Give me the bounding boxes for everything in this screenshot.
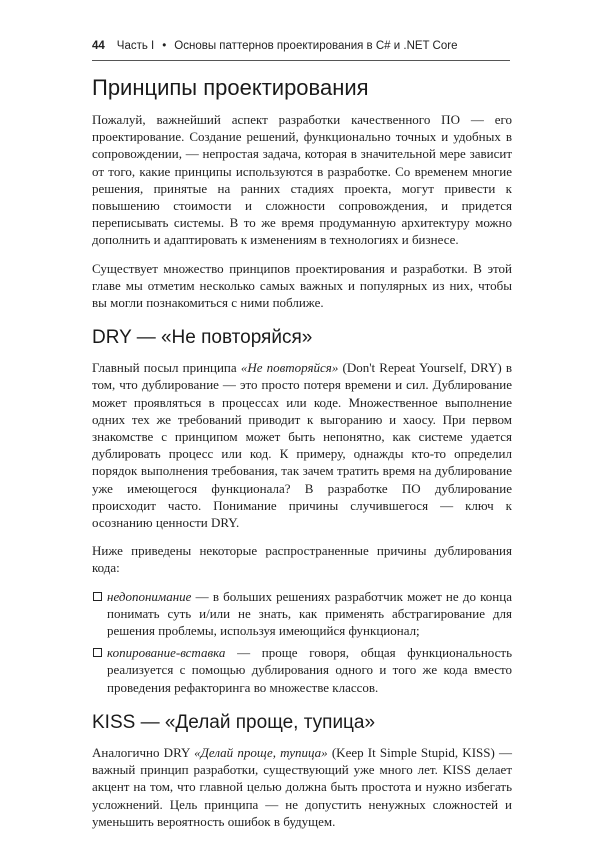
list-term: недопонимание xyxy=(107,588,192,604)
list-text: — в больших решениях разработчик может не до конца понимать суть и/или не знать, как применять абстрагирование для решения проблемы, используя имеющийся функционал; xyxy=(107,588,512,639)
emphasis-term: «Не повторяйся» xyxy=(240,360,339,376)
checkbox-bullet-icon xyxy=(93,648,102,657)
list-item xyxy=(92,588,512,640)
header-bullet: • xyxy=(162,40,167,52)
section-heading-dry: DRY — «Не повторяйся» xyxy=(92,327,313,349)
list-text: — проще говоря, общая функциональность реализуется с помощью дублирования одного и того же кода вместо проведения рефакторинга во множестве классов. xyxy=(107,645,512,695)
text-run: (Keep It Simple Stupid, KISS) — важный принцип разработки, существующий уже много лет. KISS делает акцент на том, что главной целью должна быть простота и нужно избегать усложнений. Цель принципа — не допустить ненужных сложностей и уменьшить вероятность ошибок в будущем. xyxy=(92,744,512,829)
part-label: Часть I xyxy=(116,40,155,52)
page-number: 44 xyxy=(92,40,105,52)
paragraph-dry-intro xyxy=(92,359,512,531)
running-header xyxy=(92,40,512,52)
emphasis-term: «Делай проще, тупица» xyxy=(194,744,328,760)
page-body xyxy=(92,70,512,841)
header-rule xyxy=(92,60,510,61)
list-term: копирование-вставка xyxy=(107,645,226,661)
section-heading-principles: Принципы проектирования xyxy=(92,75,369,100)
duplication-causes-list xyxy=(92,588,512,696)
text-run: (Don't Repeat Yourself, DRY) в том, что дублирование — это просто потеря времени и сил. Дублирование может проявляться в процессах или коде. Множественное выполнение одних тех же требований приводит к выгоранию и хаосу. При первом знакомстве с принципом может быть непонятно, как системе удается дублировать процесс или код. К примеру, однажды кто-то определил порядок выполнения требования, так зачем тратить время на дублирование уже имеющегося функционала? В разработке ПО дублирование происходит часто. Понимание причины случившегося — ключ к осознанию ценности DRY. xyxy=(92,360,512,531)
section-heading-kiss: KISS — «Делай проще, тупица» xyxy=(92,711,376,733)
checkbox-bullet-icon xyxy=(93,592,102,601)
text-run: Главный посыл принципа xyxy=(92,360,241,376)
list-item xyxy=(92,644,512,696)
chapter-title: Основы паттернов проектирования в C# и .NET Core xyxy=(174,40,458,52)
paragraph: Ниже приведены некоторые распространенные причины дублирования кода: xyxy=(92,543,512,576)
paragraph: Существует множество принципов проектирования и разработки. В этой главе мы отметим несколько самых важных и популярных из них, чтобы вы могли познакомиться с ними поближе. xyxy=(92,260,512,311)
paragraph: Пожалуй, важнейший аспект разработки качественного ПО — его проектирование. Создание решений, функционально точных и удобных в сопровождении, — непростая задача, которая в значительной мере зависит от того, какие принципы используются в разработке. Со временем многие решения, принятые на ранних стадиях проекта, могут привести к повышению стоимости и сложности сопровождения, и придется переписывать системы. В то же время продуманную архитектуру можно дополнить и адаптировать к изменениям в технологиях и бизнесе. xyxy=(92,112,512,248)
paragraph-kiss-intro xyxy=(92,744,512,830)
text-run: Аналогично DRY xyxy=(92,744,195,760)
